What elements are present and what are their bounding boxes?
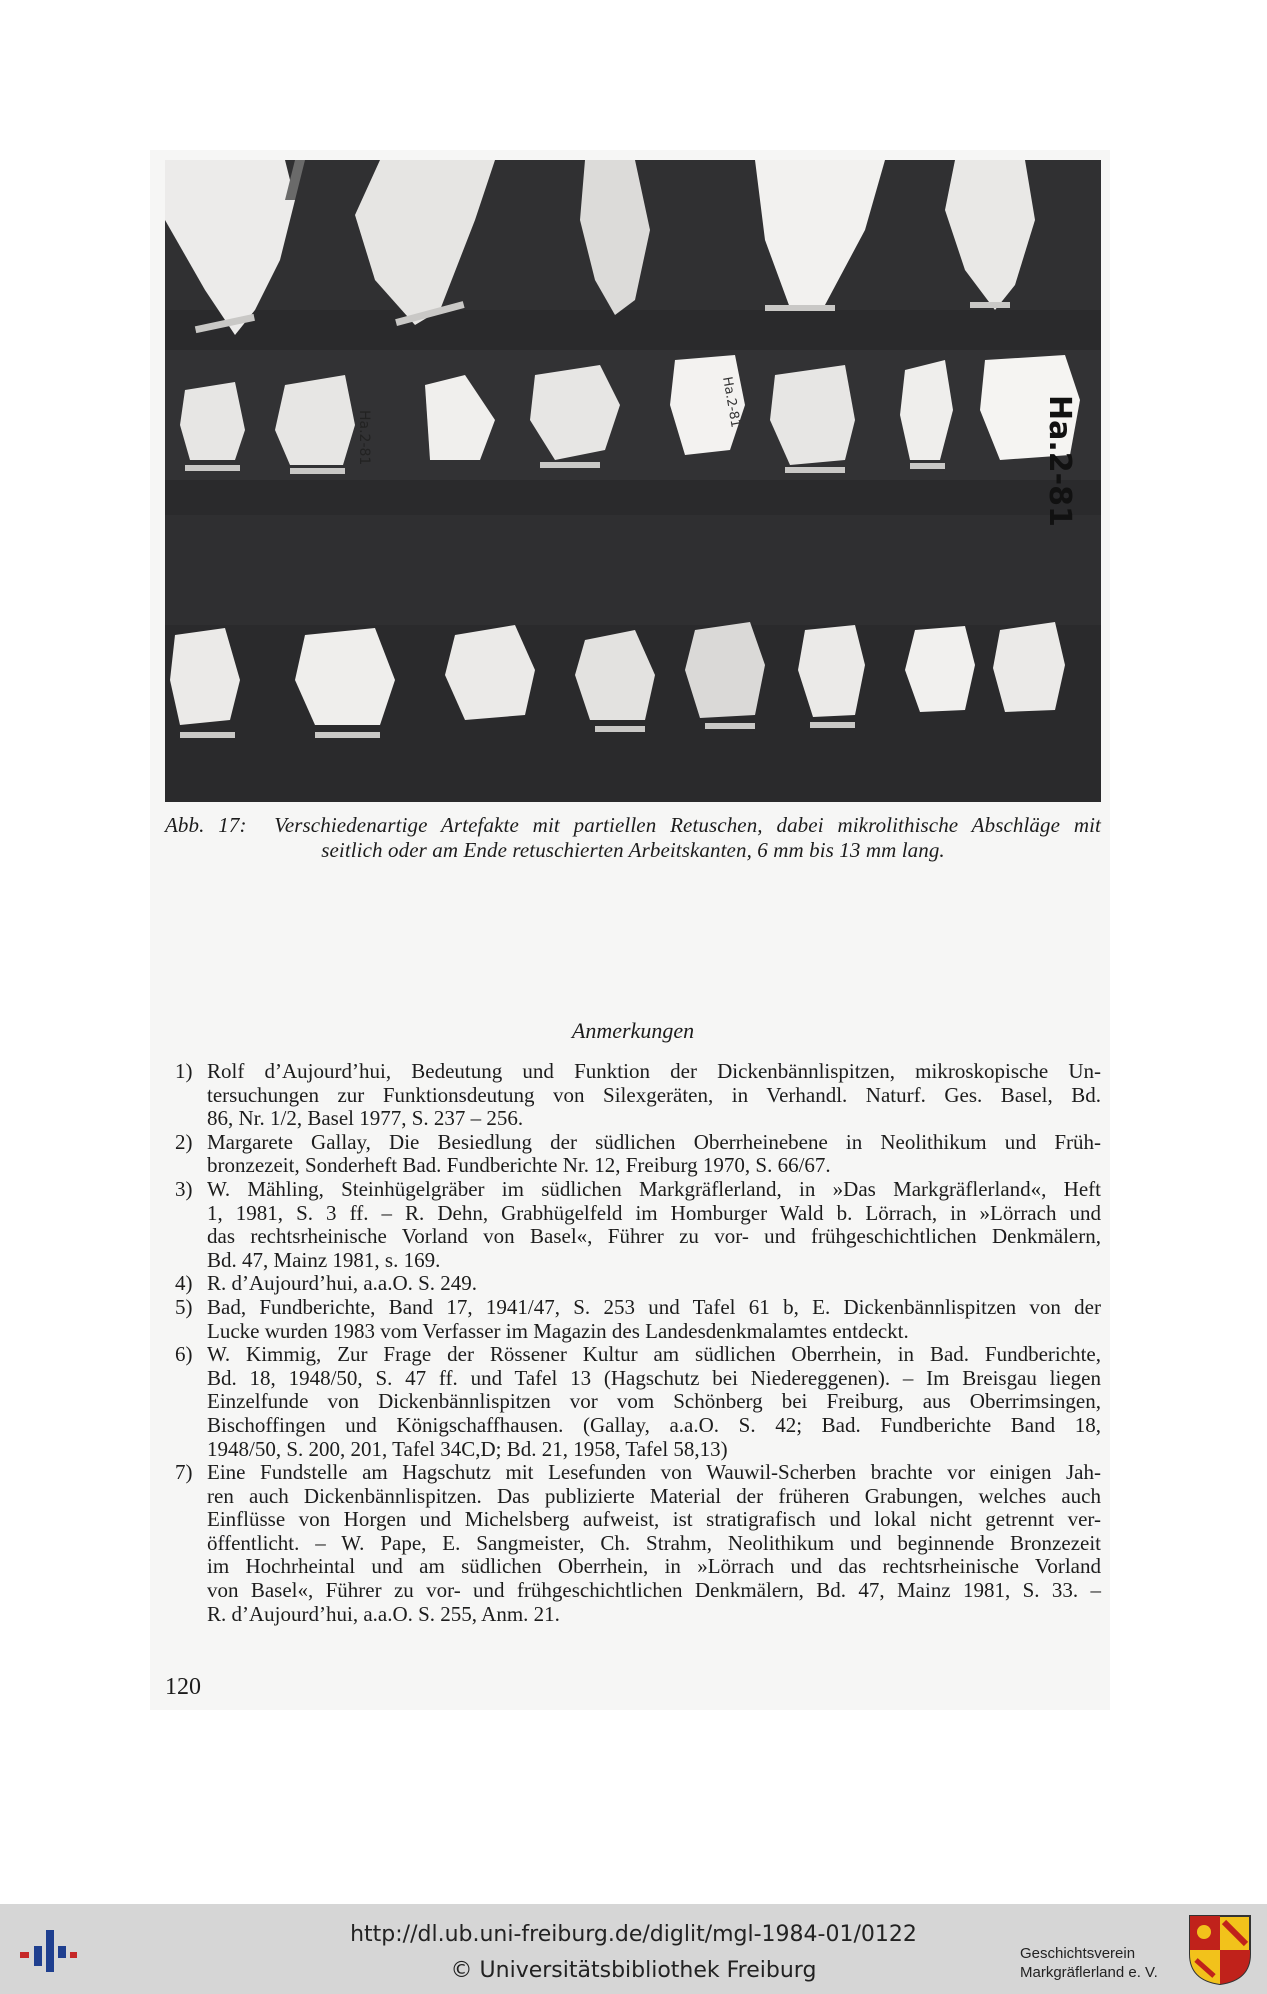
footnotes-list xyxy=(165,1060,1101,1626)
note-line: von Basel«, Führer zu vor- und frühgeschichtlichen Denkmälern, Bd. 47, Mainz 1981, S. 33. – xyxy=(207,1578,1101,1603)
note-number: 4) xyxy=(175,1271,193,1296)
note-line: Einflüsse von Horgen und Michelsberg aufweist, ist stratigrafisch und lokal nicht getrennt ver- xyxy=(207,1507,1101,1532)
note-1 xyxy=(165,1060,1101,1131)
note-line: Margarete Gallay, Die Besiedlung der südlichen Oberrheinebene in Neolithikum und Früh- xyxy=(207,1129,1101,1154)
note-2 xyxy=(165,1131,1101,1178)
copyright-text: © Universitätsbibliothek Freiburg xyxy=(450,1958,817,1983)
note-line: öffentlicht. – W. Pape, E. Sangmeister, Ch. Strahm, Neolithikum und beginnende Bronzezeit xyxy=(207,1530,1101,1555)
note-line: Bad, Fundberichte, Band 17, 1941/47, S. 253 und Tafel 61 b, E. Dickenbännlispitzen von der xyxy=(207,1294,1101,1319)
note-number: 3) xyxy=(175,1176,193,1201)
note-line: Einzelfunde von Dickenbännlispitzen vor vom Schönberg bei Freiburg, aus Oberrimsingen, xyxy=(207,1389,1101,1414)
note-number: 5) xyxy=(175,1294,193,1319)
note-number: 7) xyxy=(175,1460,193,1485)
figure-caption xyxy=(165,813,1101,863)
note-line: bronzezeit, Sonderheft Bad. Fundberichte Nr. 12, Freiburg 1970, S. 66/67. xyxy=(207,1153,831,1178)
note-line: tersuchungen zur Funktionsdeutung von Silexgeräten, in Verhandl. Naturf. Ges. Basel, Bd. xyxy=(207,1082,1101,1107)
note-line: 1948/50, S. 200, 201, Tafel 34C,D; Bd. 21, 1958, Tafel 58,13) xyxy=(207,1436,728,1461)
note-line: W. Kimmig, Zur Frage der Rössener Kultur am südlichen Oberrhein, in Bad. Fundberichte, xyxy=(207,1342,1101,1367)
note-6 xyxy=(165,1343,1101,1461)
page-number: 120 xyxy=(165,1674,201,1700)
note-line: W. Mähling, Steinhügelgräber im südlichen Markgräflerland, in »Das Markgräflerland«, Heft xyxy=(207,1176,1101,1201)
society-name-line-2: Markgräflerland e. V. xyxy=(1020,1964,1158,1981)
artifact-photograph xyxy=(165,160,1101,802)
note-line: R. d’Aujourd’hui, a.a.O. S. 249. xyxy=(207,1271,478,1296)
society-name-line-1: Geschichtsverein xyxy=(1020,1945,1136,1962)
caption-text-line-2: seitlich oder am Ende retuschierten Arbeitskanten, 6 mm bis 13 mm lang. xyxy=(321,838,945,862)
specimen-label-large: Ha.2-81 xyxy=(1042,395,1077,527)
note-line: das rechtsrheinische Vorland von Basel«, Führer zu vor- und frühgeschichtlichen Denkmälern, xyxy=(207,1224,1101,1249)
figure-label: Abb. 17: xyxy=(165,813,247,837)
caption-first-line xyxy=(165,813,1101,838)
note-3 xyxy=(165,1178,1101,1272)
specimen-label-tiny: Ha.2-81 xyxy=(719,375,743,429)
coat-of-arms-icon xyxy=(1188,1914,1252,1986)
note-line: ren auch Dickenbännlispitzen. Das publizierte Material der früheren Grabungen, welches auch xyxy=(207,1483,1101,1508)
note-line: Lucke wurden 1983 vom Verfasser im Magazin des Landesdenkmalamtes entdeckt. xyxy=(207,1318,909,1343)
society-name xyxy=(1020,1944,1158,1982)
note-7 xyxy=(165,1461,1101,1626)
note-line: Bd. 18, 1948/50, S. 47 ff. und Tafel 13 (Hagschutz bei Niedereggenen). – Im Breisgau liegen xyxy=(207,1365,1101,1390)
note-line: Bischoffingen und Königschaffhausen. (Gallay, a.a.O. S. 42; Bad. Fundberichte Band 18, xyxy=(207,1412,1101,1437)
footer-bar xyxy=(0,1904,1267,1994)
note-number: 6) xyxy=(175,1342,193,1367)
note-line: 1, 1981, S. 3 ff. – R. Dehn, Grabhügelfeld im Homburger Wald b. Lörrach, in »Lörrach und xyxy=(207,1200,1101,1225)
artifact-photo-drawing xyxy=(165,160,1101,802)
notes-heading: Anmerkungen xyxy=(571,1018,695,1043)
note-5 xyxy=(165,1296,1101,1343)
note-number: 1) xyxy=(175,1059,193,1083)
note-line: Rolf d’Aujourd’hui, Bedeutung und Funktion der Dickenbännlispitzen, mikroskopische Un- xyxy=(207,1059,1101,1083)
specimen-label-small: Ha.2-81 xyxy=(356,410,372,466)
note-line: R. d’Aujourd’hui, a.a.O. S. 255, Anm. 21. xyxy=(207,1601,560,1626)
note-line: 86, Nr. 1/2, Basel 1977, S. 237 – 256. xyxy=(207,1106,524,1131)
note-line: Bd. 47, Mainz 1981, s. 169. xyxy=(207,1247,441,1272)
note-4 xyxy=(165,1272,1101,1296)
document-url-link[interactable]: http://dl.ub.uni-freiburg.de/diglit/mgl-1984-01/0122 xyxy=(350,1922,917,1947)
note-line: Eine Fundstelle am Hagschutz mit Lesefunden von Wauwil-Scherben brachte vor einigen Jah- xyxy=(207,1460,1101,1485)
note-number: 2) xyxy=(175,1129,193,1154)
caption-text-line-1: Verschiedenartige Artefakte mit partiellen Retuschen, dabei mikrolithische Abschläge mit xyxy=(274,813,1101,837)
note-line: im Hochrheintal und am südlichen Oberrhein, in »Lörrach und das rechtsrheinische Vorland xyxy=(207,1554,1101,1579)
